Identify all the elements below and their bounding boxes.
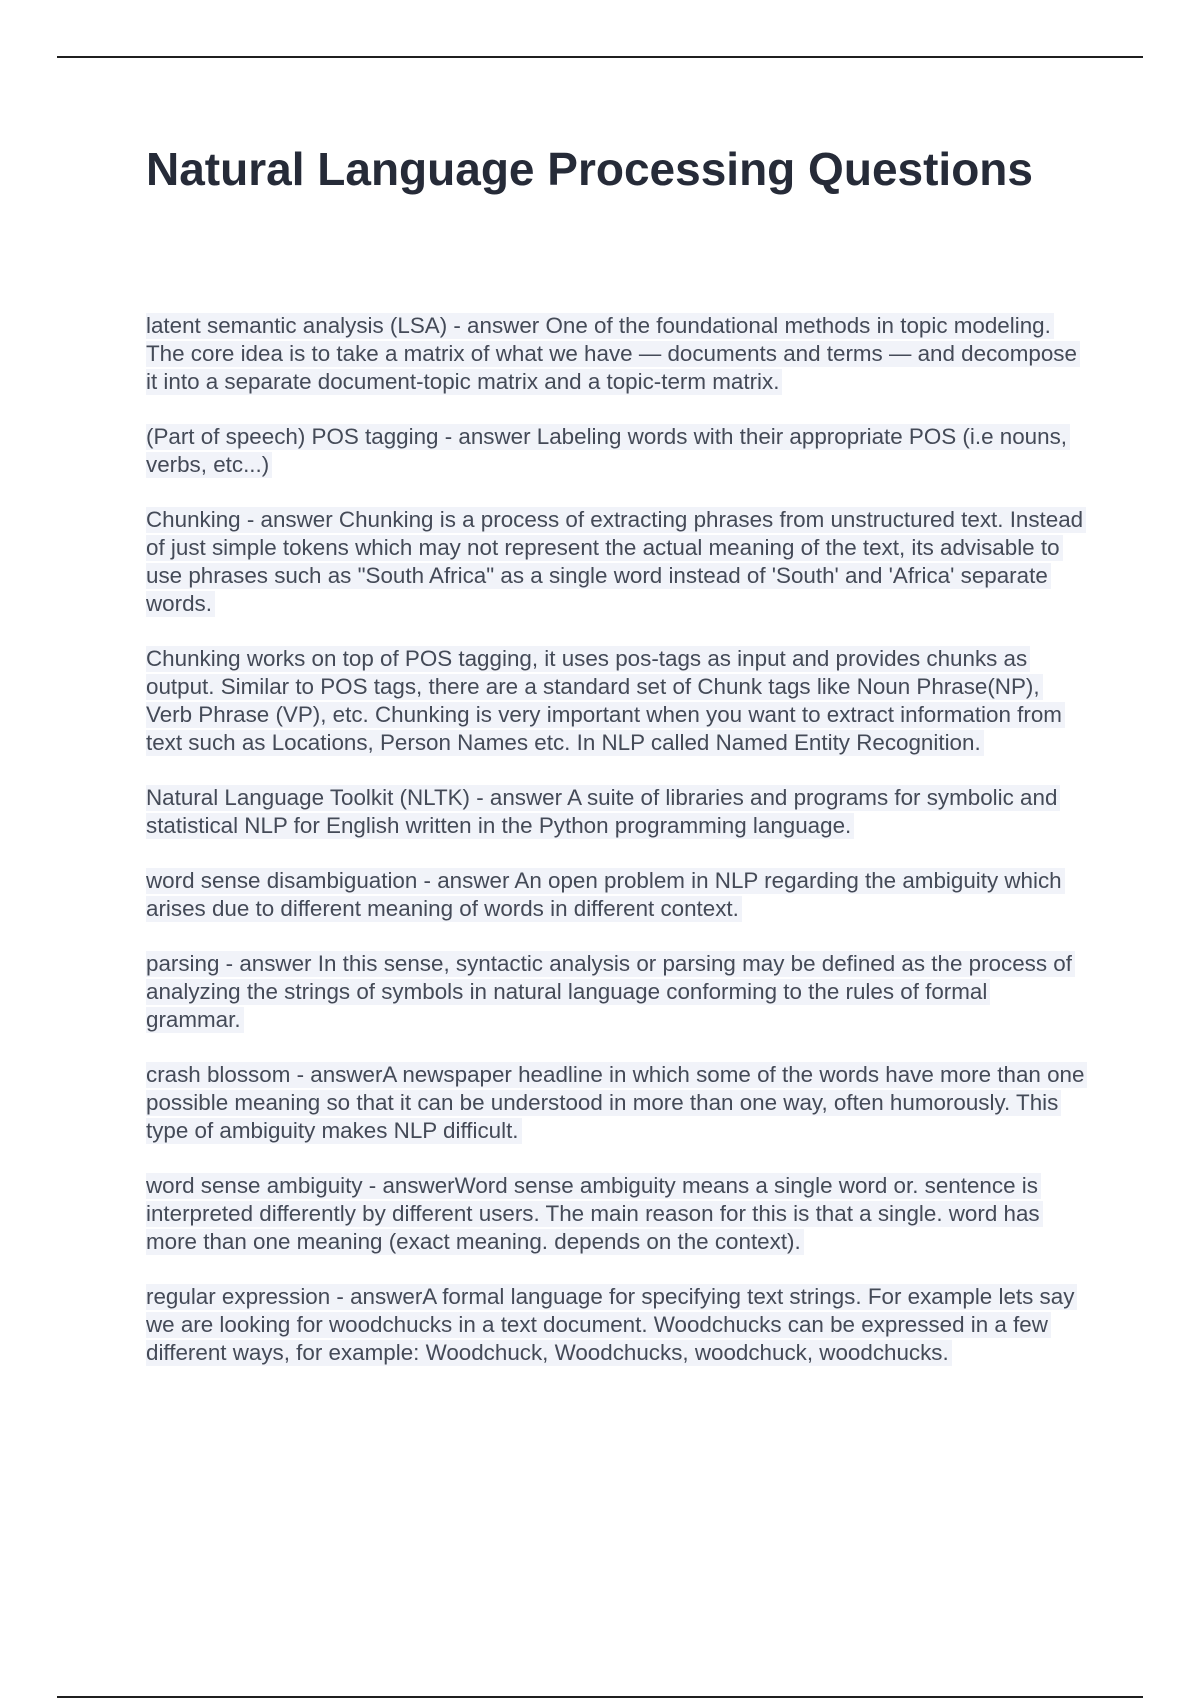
qa-paragraph — [146, 950, 1086, 1034]
qa-paragraph — [146, 1172, 1086, 1256]
qa-paragraph — [146, 784, 1086, 840]
document-body — [146, 312, 1086, 1394]
qa-paragraph — [146, 312, 1086, 396]
qa-text: Natural Language Toolkit (NLTK) - answer A suite of libraries and programs for symbolic and statistical NLP for English written in the Python programming language. — [146, 785, 1060, 839]
qa-text: word sense disambiguation - answer An open problem in NLP regarding the ambiguity which arises due to different meaning of words in different context. — [146, 868, 1065, 922]
qa-text: Chunking - answer Chunking is a process of extracting phrases from unstructured text. Instead of just simple tokens which may not represent the actual meaning of the text, its advisable to use phrases such as "South Africa" as a single word instead of 'South' and 'Africa' separate words. — [146, 507, 1086, 617]
qa-text: crash blossom - answerA newspaper headline in which some of the words have more than one possible meaning so that it can be understood in more than one way, often humorously. This type of ambiguity makes NLP difficult. — [146, 1062, 1087, 1144]
qa-text: latent semantic analysis (LSA) - answer One of the foundational methods in topic modeling. The core idea is to take a matrix of what we have — documents and terms — and decompose it into a separate document-topic matrix and a topic-term matrix. — [146, 313, 1080, 395]
top-rule — [57, 56, 1143, 58]
qa-paragraph — [146, 867, 1086, 923]
qa-paragraph — [146, 423, 1086, 479]
qa-text: regular expression - answerA formal language for specifying text strings. For example lets say we are looking for woodchucks in a text document. Woodchucks can be expressed in a few different ways, for example: Woodchuck, Woodchucks, woodchuck, woodchucks. — [146, 1284, 1077, 1366]
qa-paragraph — [146, 506, 1086, 618]
qa-text: word sense ambiguity - answerWord sense ambiguity means a single word or. sentence is interpreted differently by different users. The main reason for this is that a single. word has more than one meaning (exact meaning. depends on the context). — [146, 1173, 1043, 1255]
qa-text: parsing - answer In this sense, syntactic analysis or parsing may be defined as the process of analyzing the strings of symbols in natural language conforming to the rules of formal grammar. — [146, 951, 1075, 1033]
page-title: Natural Language Processing Questions — [146, 143, 1033, 195]
qa-paragraph — [146, 1283, 1086, 1367]
qa-paragraph — [146, 645, 1086, 757]
qa-text: (Part of speech) POS tagging - answer Labeling words with their appropriate POS (i.e nouns, verbs, etc...) — [146, 424, 1070, 478]
qa-paragraph — [146, 1061, 1086, 1145]
bottom-rule — [57, 1696, 1143, 1698]
qa-text: Chunking works on top of POS tagging, it uses pos-tags as input and provides chunks as output. Similar to POS tags, there are a standard set of Chunk tags like Noun Phrase(NP), Verb Phrase (VP), etc. Chunking is very important when you want to extract information from text such as Locations, Person Names etc. In NLP called Named Entity Recognition. — [146, 646, 1065, 756]
